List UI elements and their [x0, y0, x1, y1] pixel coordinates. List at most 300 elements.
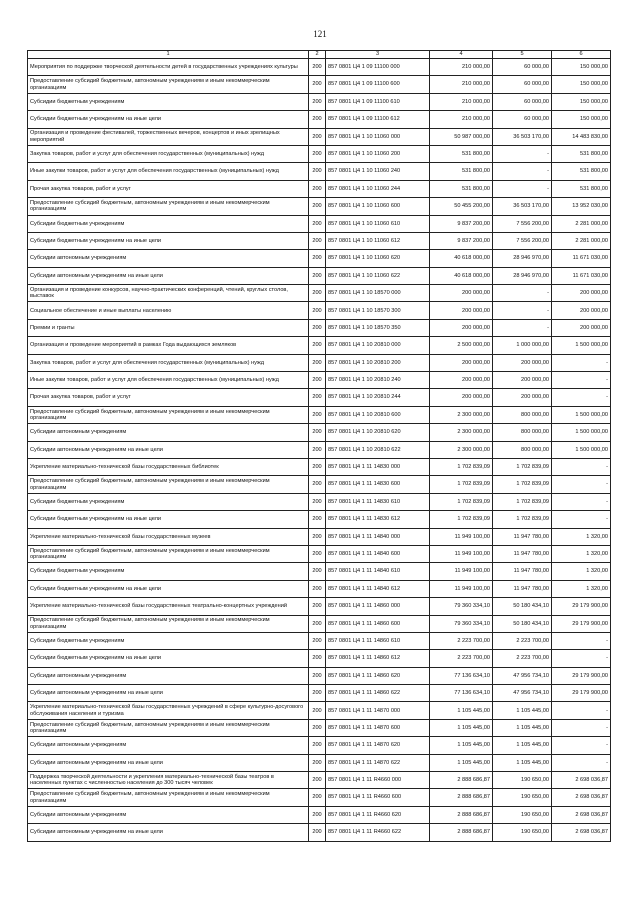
table-row — [28, 441, 611, 458]
row-amount-2: 11 947 780,00 — [493, 563, 552, 580]
row-kbk-code: 857 0801 Ц4 1 10 20810 600 — [326, 406, 430, 423]
row-code: 200 — [309, 650, 326, 667]
row-code: 200 — [309, 267, 326, 284]
row-amount-total: 77 136 634,10 — [430, 667, 493, 684]
row-amount-3: - — [552, 719, 611, 736]
row-amount-total: 50 987 000,00 — [430, 128, 493, 145]
row-amount-2: 50 180 434,10 — [493, 598, 552, 615]
row-kbk-code: 857 0801 Ц4 1 11 14830 000 — [326, 458, 430, 475]
row-code: 200 — [309, 198, 326, 215]
row-kbk-code: 857 0801 Ц4 1 09 11100 610 — [326, 93, 430, 110]
row-kbk-code: 857 0801 Ц4 1 10 11060 000 — [326, 128, 430, 145]
row-name: Организация и проведение фестивалей, торжественных вечеров, концертов и иных зрелищных мероприятий — [28, 128, 309, 145]
table-row — [28, 719, 611, 736]
row-amount-3: 200 000,00 — [552, 285, 611, 302]
row-code: 200 — [309, 754, 326, 771]
row-amount-3: - — [552, 372, 611, 389]
row-kbk-code: 857 0801 Ц4 1 10 11060 200 — [326, 145, 430, 162]
row-kbk-code: 857 0801 Ц4 1 11 R4660 000 — [326, 772, 430, 789]
table-row — [28, 424, 611, 441]
table-row — [28, 806, 611, 823]
row-amount-total: 2 300 000,00 — [430, 406, 493, 423]
row-name: Субсидии автономным учреждениям на иные цели — [28, 267, 309, 284]
row-kbk-code: 857 0801 Ц4 1 10 20810 620 — [326, 424, 430, 441]
row-name: Предоставление субсидий бюджетным, автономным учреждениям и иным некоммерческим организациям — [28, 789, 309, 806]
row-kbk-code: 857 0801 Ц4 1 11 14840 612 — [326, 580, 430, 597]
row-kbk-code: 857 0801 Ц4 1 09 11100 612 — [326, 111, 430, 128]
row-amount-total: 200 000,00 — [430, 372, 493, 389]
table-row — [28, 580, 611, 597]
row-name: Мероприятия по поддержке творческой деятельности детей в государственных учреждениях культуры — [28, 59, 309, 76]
row-code: 200 — [309, 163, 326, 180]
row-amount-3: - — [552, 632, 611, 649]
row-kbk-code: 857 0801 Ц4 1 11 R4660 622 — [326, 824, 430, 841]
row-code: 200 — [309, 337, 326, 354]
row-code: 200 — [309, 493, 326, 510]
row-amount-total: 2 300 000,00 — [430, 441, 493, 458]
table-row — [28, 406, 611, 423]
row-amount-3: - — [552, 354, 611, 371]
row-code: 200 — [309, 285, 326, 302]
row-amount-2: 1 702 839,09 — [493, 458, 552, 475]
row-code: 200 — [309, 772, 326, 789]
row-name: Субсидии бюджетным учреждениям — [28, 632, 309, 649]
row-amount-total: 9 837 200,00 — [430, 215, 493, 232]
row-code: 200 — [309, 685, 326, 702]
row-amount-total: 2 223 700,00 — [430, 650, 493, 667]
row-amount-3: 1 320,00 — [552, 580, 611, 597]
row-amount-total: 1 702 839,09 — [430, 476, 493, 493]
table-row — [28, 632, 611, 649]
row-amount-total: 2 888 686,87 — [430, 824, 493, 841]
row-name: Премии и гранты — [28, 319, 309, 336]
row-kbk-code: 857 0801 Ц4 1 10 18570 350 — [326, 319, 430, 336]
row-code: 200 — [309, 702, 326, 719]
row-amount-3: 150 000,00 — [552, 59, 611, 76]
row-amount-2: 36 503 170,00 — [493, 128, 552, 145]
row-code: 200 — [309, 319, 326, 336]
table-row — [28, 128, 611, 145]
row-code: 200 — [309, 250, 326, 267]
table-row — [28, 93, 611, 110]
row-amount-2: 200 000,00 — [493, 354, 552, 371]
table-row — [28, 563, 611, 580]
row-amount-2: 1 105 445,00 — [493, 702, 552, 719]
row-amount-total: 77 136 634,10 — [430, 685, 493, 702]
row-amount-2: 1 105 445,00 — [493, 754, 552, 771]
table-row — [28, 772, 611, 789]
row-code: 200 — [309, 424, 326, 441]
row-amount-3: 11 671 030,00 — [552, 267, 611, 284]
page-number: 121 — [313, 29, 327, 39]
row-name: Социальное обеспечение и иные выплаты населению — [28, 302, 309, 319]
row-amount-total: 2 500 000,00 — [430, 337, 493, 354]
table-row — [28, 598, 611, 615]
row-code: 200 — [309, 215, 326, 232]
row-code: 200 — [309, 128, 326, 145]
row-name: Укрепление материально-технической базы государственных библиотек — [28, 458, 309, 475]
table-row — [28, 302, 611, 319]
table-row — [28, 180, 611, 197]
row-code: 200 — [309, 93, 326, 110]
row-amount-total: 1 105 445,00 — [430, 754, 493, 771]
row-amount-3: 150 000,00 — [552, 93, 611, 110]
column-header: 1 — [28, 51, 309, 59]
row-amount-3: 2 698 036,87 — [552, 824, 611, 841]
row-amount-2: - — [493, 180, 552, 197]
row-code: 200 — [309, 789, 326, 806]
row-amount-3: 200 000,00 — [552, 302, 611, 319]
row-name: Закупка товаров, работ и услуг для обеспечения государственных (муниципальных) нужд — [28, 145, 309, 162]
row-amount-2: - — [493, 319, 552, 336]
row-amount-total: 2 223 700,00 — [430, 632, 493, 649]
row-code: 200 — [309, 232, 326, 249]
row-amount-3: 1 500 000,00 — [552, 337, 611, 354]
row-name: Субсидии автономным учреждениям — [28, 424, 309, 441]
row-code: 200 — [309, 580, 326, 597]
table-row — [28, 493, 611, 510]
row-amount-total: 40 618 000,00 — [430, 250, 493, 267]
row-amount-total: 200 000,00 — [430, 302, 493, 319]
row-amount-2: 2 223 700,00 — [493, 632, 552, 649]
row-amount-total: 11 949 100,00 — [430, 563, 493, 580]
row-name: Субсидии автономным учреждениям — [28, 667, 309, 684]
row-amount-2: 1 702 839,09 — [493, 511, 552, 528]
row-amount-2: 7 556 200,00 — [493, 232, 552, 249]
row-amount-3: 531 800,00 — [552, 180, 611, 197]
row-amount-2: 800 000,00 — [493, 406, 552, 423]
row-amount-3: - — [552, 754, 611, 771]
row-amount-2: 200 000,00 — [493, 389, 552, 406]
row-amount-3: 1 500 000,00 — [552, 424, 611, 441]
row-kbk-code: 857 0801 Ц4 1 11 14860 600 — [326, 615, 430, 632]
row-kbk-code: 857 0801 Ц4 1 09 11100 000 — [326, 59, 430, 76]
row-name: Иные закупки товаров, работ и услуг для обеспечения государственных (муниципальных) нужд — [28, 163, 309, 180]
row-code: 200 — [309, 302, 326, 319]
row-kbk-code: 857 0801 Ц4 1 10 11060 244 — [326, 180, 430, 197]
table-header-row — [28, 51, 611, 59]
table-row — [28, 354, 611, 371]
table-row — [28, 198, 611, 215]
row-name: Предоставление субсидий бюджетным, автономным учреждениям и иным некоммерческим организациям — [28, 615, 309, 632]
row-amount-3: 1 500 000,00 — [552, 441, 611, 458]
row-amount-2: - — [493, 285, 552, 302]
row-amount-2: 11 947 780,00 — [493, 545, 552, 562]
row-amount-2: 7 556 200,00 — [493, 215, 552, 232]
row-name: Закупка товаров, работ и услуг для обеспечения государственных (муниципальных) нужд — [28, 354, 309, 371]
row-name: Субсидии автономным учреждениям — [28, 806, 309, 823]
row-amount-3: 150 000,00 — [552, 76, 611, 93]
row-amount-total: 210 000,00 — [430, 111, 493, 128]
row-kbk-code: 857 0801 Ц4 1 11 14870 620 — [326, 737, 430, 754]
row-amount-2: - — [493, 145, 552, 162]
table-row — [28, 76, 611, 93]
row-kbk-code: 857 0801 Ц4 1 10 11060 600 — [326, 198, 430, 215]
row-amount-total: 2 888 686,87 — [430, 806, 493, 823]
row-code: 200 — [309, 389, 326, 406]
row-amount-2: 800 000,00 — [493, 441, 552, 458]
row-amount-total: 11 949 100,00 — [430, 545, 493, 562]
row-kbk-code: 857 0801 Ц4 1 10 20810 622 — [326, 441, 430, 458]
row-code: 200 — [309, 806, 326, 823]
row-amount-3: - — [552, 650, 611, 667]
row-name: Субсидии автономным учреждениям на иные цели — [28, 685, 309, 702]
row-code: 200 — [309, 59, 326, 76]
row-name: Организация и проведение мероприятий в рамках Года выдающихся земляков — [28, 337, 309, 354]
row-amount-2: 1 000 000,00 — [493, 337, 552, 354]
row-amount-3: 13 952 030,00 — [552, 198, 611, 215]
row-name: Прочая закупка товаров, работ и услуг — [28, 389, 309, 406]
row-name: Субсидии автономным учреждениям на иные цели — [28, 754, 309, 771]
row-amount-3: 150 000,00 — [552, 111, 611, 128]
row-name: Предоставление субсидий бюджетным, автономным учреждениям и иным некоммерческим организациям — [28, 76, 309, 93]
row-kbk-code: 857 0801 Ц4 1 10 11060 610 — [326, 215, 430, 232]
row-amount-3: 29 179 900,00 — [552, 598, 611, 615]
table-row — [28, 111, 611, 128]
row-amount-3: 29 179 900,00 — [552, 685, 611, 702]
row-amount-3: 29 179 900,00 — [552, 615, 611, 632]
row-code: 200 — [309, 719, 326, 736]
row-amount-2: - — [493, 302, 552, 319]
row-name: Субсидии бюджетным учреждениям на иные цели — [28, 111, 309, 128]
row-name: Субсидии автономным учреждениям — [28, 250, 309, 267]
row-kbk-code: 857 0801 Ц4 1 10 11060 612 — [326, 232, 430, 249]
row-amount-total: 11 949 100,00 — [430, 528, 493, 545]
row-name: Прочая закупка товаров, работ и услуг — [28, 180, 309, 197]
row-code: 200 — [309, 737, 326, 754]
row-amount-2: 1 105 445,00 — [493, 737, 552, 754]
row-amount-3: 29 179 900,00 — [552, 667, 611, 684]
row-amount-2: 60 000,00 — [493, 111, 552, 128]
row-code: 200 — [309, 145, 326, 162]
row-amount-2: 60 000,00 — [493, 93, 552, 110]
row-amount-2: 60 000,00 — [493, 59, 552, 76]
row-code: 200 — [309, 476, 326, 493]
row-amount-2: 190 650,00 — [493, 824, 552, 841]
table-row — [28, 511, 611, 528]
row-amount-2: 2 223 700,00 — [493, 650, 552, 667]
row-name: Укрепление материально-технической базы государственных музеев — [28, 528, 309, 545]
column-header: 6 — [552, 51, 611, 59]
row-code: 200 — [309, 354, 326, 371]
table-row — [28, 319, 611, 336]
row-kbk-code: 857 0801 Ц4 1 10 18570 300 — [326, 302, 430, 319]
row-code: 200 — [309, 511, 326, 528]
row-amount-3: - — [552, 476, 611, 493]
row-amount-3: 14 483 830,00 — [552, 128, 611, 145]
row-kbk-code: 857 0801 Ц4 1 11 14860 612 — [326, 650, 430, 667]
row-amount-total: 79 360 334,10 — [430, 615, 493, 632]
row-name: Субсидии бюджетным учреждениям — [28, 563, 309, 580]
row-code: 200 — [309, 632, 326, 649]
row-name: Субсидии бюджетным учреждениям на иные цели — [28, 580, 309, 597]
row-name: Субсидии бюджетным учреждениям — [28, 93, 309, 110]
table-row — [28, 545, 611, 562]
row-kbk-code: 857 0801 Ц4 1 11 14860 000 — [326, 598, 430, 615]
row-code: 200 — [309, 76, 326, 93]
row-amount-2: 47 956 734,10 — [493, 685, 552, 702]
row-amount-2: - — [493, 163, 552, 180]
budget-table — [27, 50, 611, 842]
row-kbk-code: 857 0801 Ц4 1 11 14830 610 — [326, 493, 430, 510]
row-kbk-code: 857 0801 Ц4 1 11 R4660 620 — [326, 806, 430, 823]
column-header: 3 — [326, 51, 430, 59]
table-row — [28, 389, 611, 406]
row-amount-total: 531 800,00 — [430, 180, 493, 197]
row-amount-total: 40 618 000,00 — [430, 267, 493, 284]
row-amount-total: 1 702 839,09 — [430, 493, 493, 510]
row-name: Субсидии бюджетным учреждениям на иные цели — [28, 650, 309, 667]
row-amount-3: 2 698 036,87 — [552, 806, 611, 823]
column-header: 5 — [493, 51, 552, 59]
table-row — [28, 145, 611, 162]
row-amount-total: 200 000,00 — [430, 389, 493, 406]
row-amount-2: 190 650,00 — [493, 789, 552, 806]
row-amount-2: 190 650,00 — [493, 806, 552, 823]
row-amount-total: 2 300 000,00 — [430, 424, 493, 441]
row-code: 200 — [309, 372, 326, 389]
row-kbk-code: 857 0801 Ц4 1 11 14860 610 — [326, 632, 430, 649]
row-kbk-code: 857 0801 Ц4 1 11 14860 620 — [326, 667, 430, 684]
row-name: Субсидии бюджетным учреждениям — [28, 493, 309, 510]
row-code: 200 — [309, 458, 326, 475]
row-amount-3: 2 281 000,00 — [552, 215, 611, 232]
row-name: Предоставление субсидий бюджетным, автономным учреждениям и иным некоммерческим организациям — [28, 198, 309, 215]
table-row — [28, 285, 611, 302]
row-kbk-code: 857 0801 Ц4 1 11 R4660 600 — [326, 789, 430, 806]
row-name: Укрепление материально-технической базы государственных учреждений в сфере культурно-досугового обслуживания населения и туризма — [28, 702, 309, 719]
row-amount-3: 2 281 000,00 — [552, 232, 611, 249]
table-row — [28, 476, 611, 493]
row-amount-total: 200 000,00 — [430, 354, 493, 371]
table-row — [28, 232, 611, 249]
row-amount-total: 79 360 334,10 — [430, 598, 493, 615]
row-kbk-code: 857 0801 Ц4 1 10 20810 200 — [326, 354, 430, 371]
row-amount-3: 1 320,00 — [552, 545, 611, 562]
row-code: 200 — [309, 528, 326, 545]
row-amount-total: 200 000,00 — [430, 285, 493, 302]
row-kbk-code: 857 0801 Ц4 1 10 20810 000 — [326, 337, 430, 354]
row-kbk-code: 857 0801 Ц4 1 11 14870 600 — [326, 719, 430, 736]
table-row — [28, 737, 611, 754]
row-amount-3: 200 000,00 — [552, 319, 611, 336]
row-amount-3: - — [552, 702, 611, 719]
row-amount-3: - — [552, 389, 611, 406]
row-amount-total: 200 000,00 — [430, 319, 493, 336]
row-kbk-code: 857 0801 Ц4 1 10 18570 000 — [326, 285, 430, 302]
table-row — [28, 458, 611, 475]
table-row — [28, 372, 611, 389]
row-amount-3: - — [552, 458, 611, 475]
row-amount-2: 50 180 434,10 — [493, 615, 552, 632]
row-kbk-code: 857 0801 Ц4 1 09 11100 600 — [326, 76, 430, 93]
row-amount-total: 2 888 686,87 — [430, 789, 493, 806]
row-amount-2: 200 000,00 — [493, 372, 552, 389]
row-kbk-code: 857 0801 Ц4 1 11 14870 622 — [326, 754, 430, 771]
row-name: Предоставление субсидий бюджетным, автономным учреждениям и иным некоммерческим организациям — [28, 406, 309, 423]
table-row — [28, 702, 611, 719]
row-amount-total: 1 105 445,00 — [430, 737, 493, 754]
table-row — [28, 528, 611, 545]
row-amount-2: 47 956 734,10 — [493, 667, 552, 684]
row-code: 200 — [309, 667, 326, 684]
row-name: Предоставление субсидий бюджетным, автономным учреждениям и иным некоммерческим организациям — [28, 719, 309, 736]
row-amount-2: 190 650,00 — [493, 772, 552, 789]
table-row — [28, 163, 611, 180]
row-code: 200 — [309, 824, 326, 841]
table-row — [28, 267, 611, 284]
row-code: 200 — [309, 441, 326, 458]
row-name: Предоставление субсидий бюджетным, автономным учреждениям и иным некоммерческим организациям — [28, 545, 309, 562]
row-code: 200 — [309, 545, 326, 562]
row-name: Субсидии автономным учреждениям на иные цели — [28, 441, 309, 458]
row-kbk-code: 857 0801 Ц4 1 11 14840 600 — [326, 545, 430, 562]
row-kbk-code: 857 0801 Ц4 1 11 14870 000 — [326, 702, 430, 719]
row-kbk-code: 857 0801 Ц4 1 11 14840 610 — [326, 563, 430, 580]
row-amount-2: 28 946 970,00 — [493, 267, 552, 284]
row-name: Предоставление субсидий бюджетным, автономным учреждениям и иным некоммерческим организациям — [28, 476, 309, 493]
row-name: Иные закупки товаров, работ и услуг для обеспечения государственных (муниципальных) нужд — [28, 372, 309, 389]
row-amount-2: 800 000,00 — [493, 424, 552, 441]
row-amount-2: 36 503 170,00 — [493, 198, 552, 215]
row-kbk-code: 857 0801 Ц4 1 10 11060 240 — [326, 163, 430, 180]
row-amount-total: 50 455 200,00 — [430, 198, 493, 215]
row-amount-3: 2 698 036,87 — [552, 772, 611, 789]
row-amount-3: - — [552, 737, 611, 754]
table-body — [28, 59, 611, 842]
row-amount-total: 210 000,00 — [430, 93, 493, 110]
row-kbk-code: 857 0801 Ц4 1 11 14860 622 — [326, 685, 430, 702]
row-amount-3: 2 698 036,87 — [552, 789, 611, 806]
row-amount-2: 1 105 445,00 — [493, 719, 552, 736]
row-amount-2: 11 947 780,00 — [493, 528, 552, 545]
row-amount-total: 9 837 200,00 — [430, 232, 493, 249]
row-amount-2: 1 702 839,09 — [493, 493, 552, 510]
row-amount-2: 60 000,00 — [493, 76, 552, 93]
row-kbk-code: 857 0801 Ц4 1 11 14830 600 — [326, 476, 430, 493]
row-code: 200 — [309, 180, 326, 197]
row-kbk-code: 857 0801 Ц4 1 11 14830 612 — [326, 511, 430, 528]
table-row — [28, 754, 611, 771]
row-code: 200 — [309, 563, 326, 580]
row-amount-3: 1 320,00 — [552, 563, 611, 580]
row-amount-total: 2 888 686,87 — [430, 772, 493, 789]
row-code: 200 — [309, 615, 326, 632]
table-row — [28, 337, 611, 354]
row-amount-3: 11 671 030,00 — [552, 250, 611, 267]
table-row — [28, 59, 611, 76]
table-row — [28, 650, 611, 667]
row-amount-total: 1 105 445,00 — [430, 719, 493, 736]
table-row — [28, 667, 611, 684]
row-amount-2: 1 702 839,09 — [493, 476, 552, 493]
row-amount-total: 1 702 839,09 — [430, 511, 493, 528]
row-amount-total: 11 949 100,00 — [430, 580, 493, 597]
column-header: 4 — [430, 51, 493, 59]
table-row — [28, 789, 611, 806]
table-row — [28, 685, 611, 702]
table-row — [28, 250, 611, 267]
row-amount-3: - — [552, 493, 611, 510]
row-code: 200 — [309, 598, 326, 615]
row-kbk-code: 857 0801 Ц4 1 10 11060 622 — [326, 267, 430, 284]
row-amount-3: - — [552, 511, 611, 528]
row-amount-3: 531 800,00 — [552, 145, 611, 162]
row-kbk-code: 857 0801 Ц4 1 10 20810 244 — [326, 389, 430, 406]
row-amount-total: 1 702 839,09 — [430, 458, 493, 475]
row-name: Укрепление материально-технической базы государственных театрально-концертных учреждений — [28, 598, 309, 615]
row-name: Организация и проведение конкурсов, научно-практических конференций, чтений, круглых столов, выставок — [28, 285, 309, 302]
